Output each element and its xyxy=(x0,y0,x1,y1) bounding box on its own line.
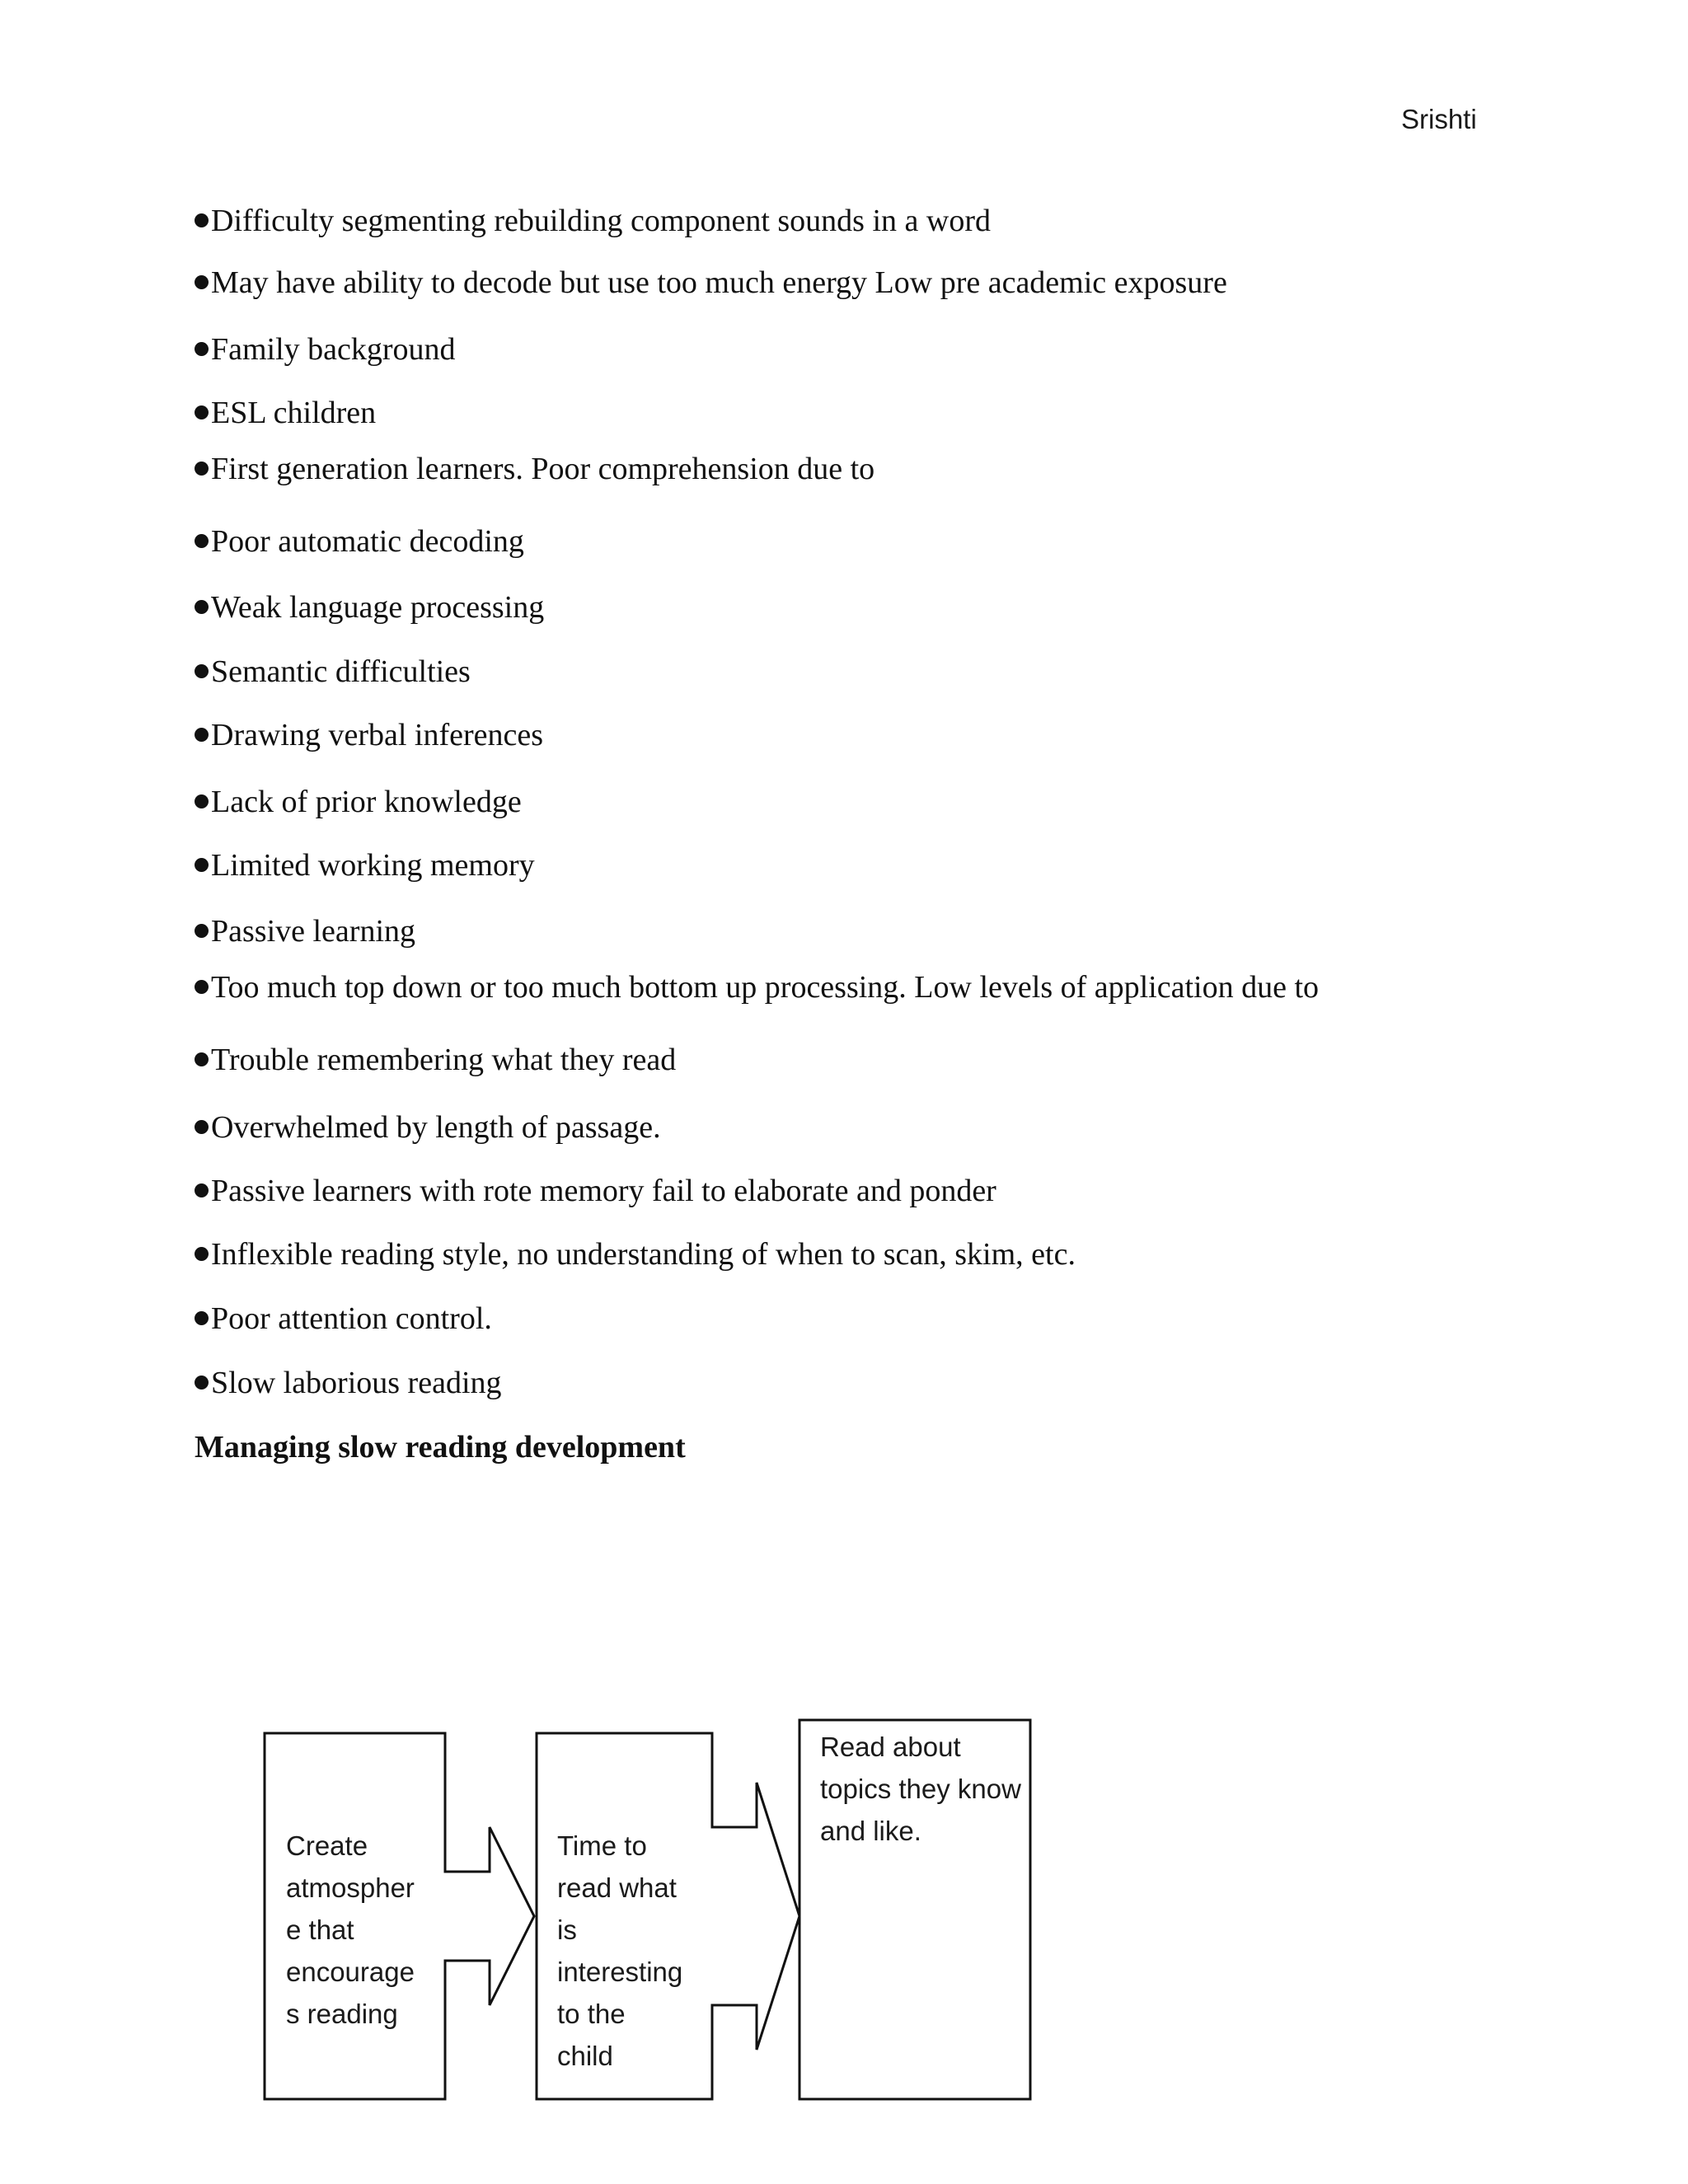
list-item xyxy=(195,969,1319,1005)
list-item-text: ESL children xyxy=(211,396,377,430)
bullet-icon xyxy=(195,794,209,808)
bullet-icon xyxy=(195,1311,209,1325)
bullet-icon xyxy=(195,728,209,742)
bullet-icon xyxy=(195,1376,209,1390)
bullet-icon xyxy=(195,1052,209,1066)
list-item-text: Passive learners with rote memory fail to elaborate and ponder xyxy=(211,1174,996,1208)
list-item-text: Poor automatic decoding xyxy=(211,524,524,559)
bullet-icon xyxy=(195,1120,209,1134)
section-heading: Managing slow reading development xyxy=(195,1430,686,1465)
flow-box-2-text: Time to read what is interesting to the child xyxy=(557,1830,683,2071)
list-item xyxy=(195,265,1227,301)
list-item-text: First generation learners. Poor comprehension due to xyxy=(211,452,875,486)
list-item xyxy=(195,1042,676,1078)
list-item xyxy=(195,331,456,368)
list-item xyxy=(195,451,874,487)
list-item-text: Too much top down or too much bottom up processing. Low levels of application due to xyxy=(211,970,1320,1005)
bullet-icon xyxy=(195,213,209,227)
list-item xyxy=(195,913,415,949)
list-item xyxy=(195,589,544,626)
bullet-icon xyxy=(195,405,209,419)
bullet-icon xyxy=(195,600,209,614)
bullet-icon xyxy=(195,924,209,938)
list-item-text: Family background xyxy=(211,332,456,367)
list-item-text: Difficulty segmenting rebuilding component sounds in a word xyxy=(211,204,991,238)
list-item xyxy=(195,1301,492,1337)
header-author: Srishti xyxy=(1401,104,1477,134)
list-item-text: Overwhelmed by length of passage. xyxy=(211,1110,661,1145)
bullet-icon xyxy=(195,275,209,289)
list-item-text: Drawing verbal inferences xyxy=(211,718,544,752)
bullet-icon xyxy=(195,462,209,476)
list-item-text: Slow laborious reading xyxy=(211,1366,502,1400)
list-item-text: Limited working memory xyxy=(211,848,535,883)
list-item xyxy=(195,203,991,239)
bullet-icon xyxy=(195,980,209,994)
bullet-icon xyxy=(195,664,209,678)
list-item-text: Semantic difficulties xyxy=(211,654,471,689)
flow-box-3-text: Read about topics they know and like. xyxy=(820,1732,1021,1846)
bullet-icon xyxy=(195,1183,209,1197)
bullet-icon xyxy=(195,858,209,872)
list-item xyxy=(195,847,535,883)
list-item-text: Lack of prior knowledge xyxy=(211,785,522,819)
list-item xyxy=(195,1236,1076,1272)
list-item xyxy=(195,395,376,431)
list-item xyxy=(195,784,522,820)
list-item xyxy=(195,1365,502,1401)
bullet-icon xyxy=(195,534,209,548)
list-item xyxy=(195,654,471,690)
list-item-text: Inflexible reading style, no understanding of when to scan, skim, etc. xyxy=(211,1237,1076,1272)
bullet-icon xyxy=(195,1247,209,1261)
flow-box-1-text: Create atmospher e that encourage s reading xyxy=(286,1830,415,2029)
list-item-text: Passive learning xyxy=(211,914,416,949)
list-item-text: Poor attention control. xyxy=(211,1301,492,1336)
list-item xyxy=(195,717,543,753)
bullet-icon xyxy=(195,342,209,356)
list-item xyxy=(195,523,524,560)
list-item-text: Weak language processing xyxy=(211,590,545,625)
list-item-text: Trouble remembering what they read xyxy=(211,1043,677,1077)
list-item xyxy=(195,1173,996,1209)
list-item xyxy=(195,1109,661,1146)
list-item-text: May have ability to decode but use too much energy Low pre academic exposure xyxy=(211,265,1227,300)
